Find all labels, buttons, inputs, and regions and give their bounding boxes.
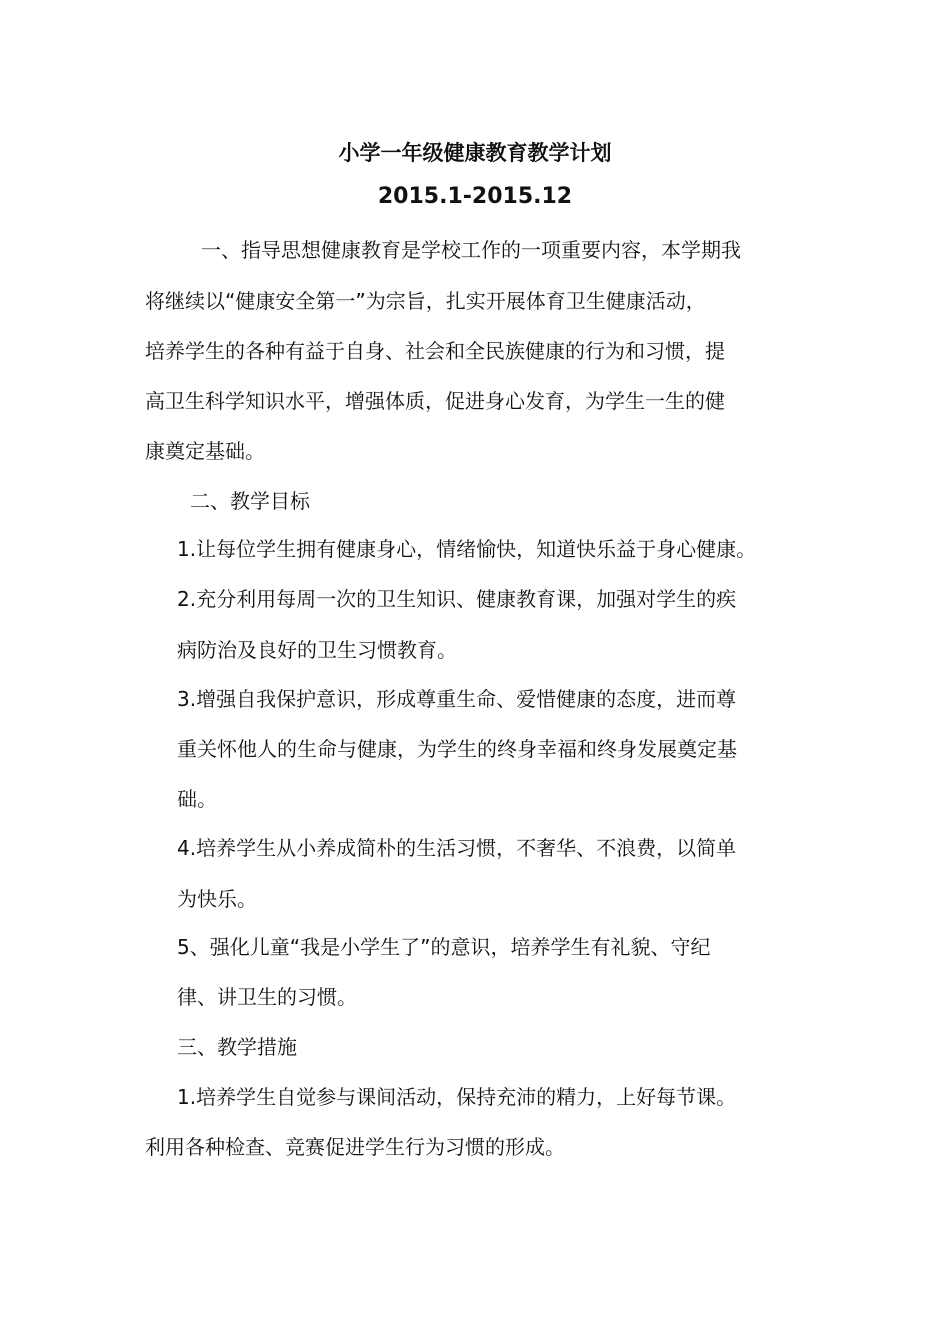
text-line: 培养学生的各种有益于自身、社会和全民族健康的行为和习惯，提 (145, 339, 725, 363)
text-line: 础。 (177, 787, 217, 811)
text-line: 2.充分利用每周一次的卫生知识、健康教育课，加强对学生的疾 (177, 587, 737, 611)
section-heading: 二、教学目标 (190, 489, 310, 513)
text-line: 1.培养学生自觉参与课间活动，保持充沛的精力，上好每节课。 (177, 1085, 737, 1109)
document-date-range: 2015.1-2015.12 (377, 184, 573, 209)
text-line: 将继续以“健康安全第一”为宗旨，扎实开展体育卫生健康活动， (145, 289, 706, 313)
document-title: 小学一年级健康教育教学计划 (338, 141, 612, 165)
text-line: 5、强化儿童“我是小学生了”的意识，培养学生有礼貌、守纪 (177, 935, 711, 959)
text-line: 重关怀他人的生命与健康，为学生的终身幸福和终身发展奠定基 (177, 737, 737, 761)
text-line: 律、讲卫生的习惯。 (177, 985, 357, 1009)
text-line: 3.增强自我保护意识，形成尊重生命、爱惜健康的态度，进而尊 (177, 687, 737, 711)
text-line: 一、指导思想健康教育是学校工作的一项重要内容，本学期我 (201, 238, 741, 262)
text-line: 4.培养学生从小养成简朴的生活习惯，不奢华、不浪费，以简单 (177, 836, 737, 860)
text-line: 1.让每位学生拥有健康身心，情绪愉快，知道快乐益于身心健康。 (177, 537, 757, 561)
text-line: 病防治及良好的卫生习惯教育。 (177, 638, 457, 662)
text-line: 为快乐。 (177, 887, 257, 911)
text-line: 高卫生科学知识水平，增强体质，促进身心发育，为学生一生的健 (145, 389, 725, 413)
section-heading: 三、教学措施 (177, 1035, 297, 1059)
text-line: 康奠定基础。 (145, 439, 265, 463)
text-line: 利用各种检查、竞赛促进学生行为习惯的形成。 (145, 1135, 565, 1159)
